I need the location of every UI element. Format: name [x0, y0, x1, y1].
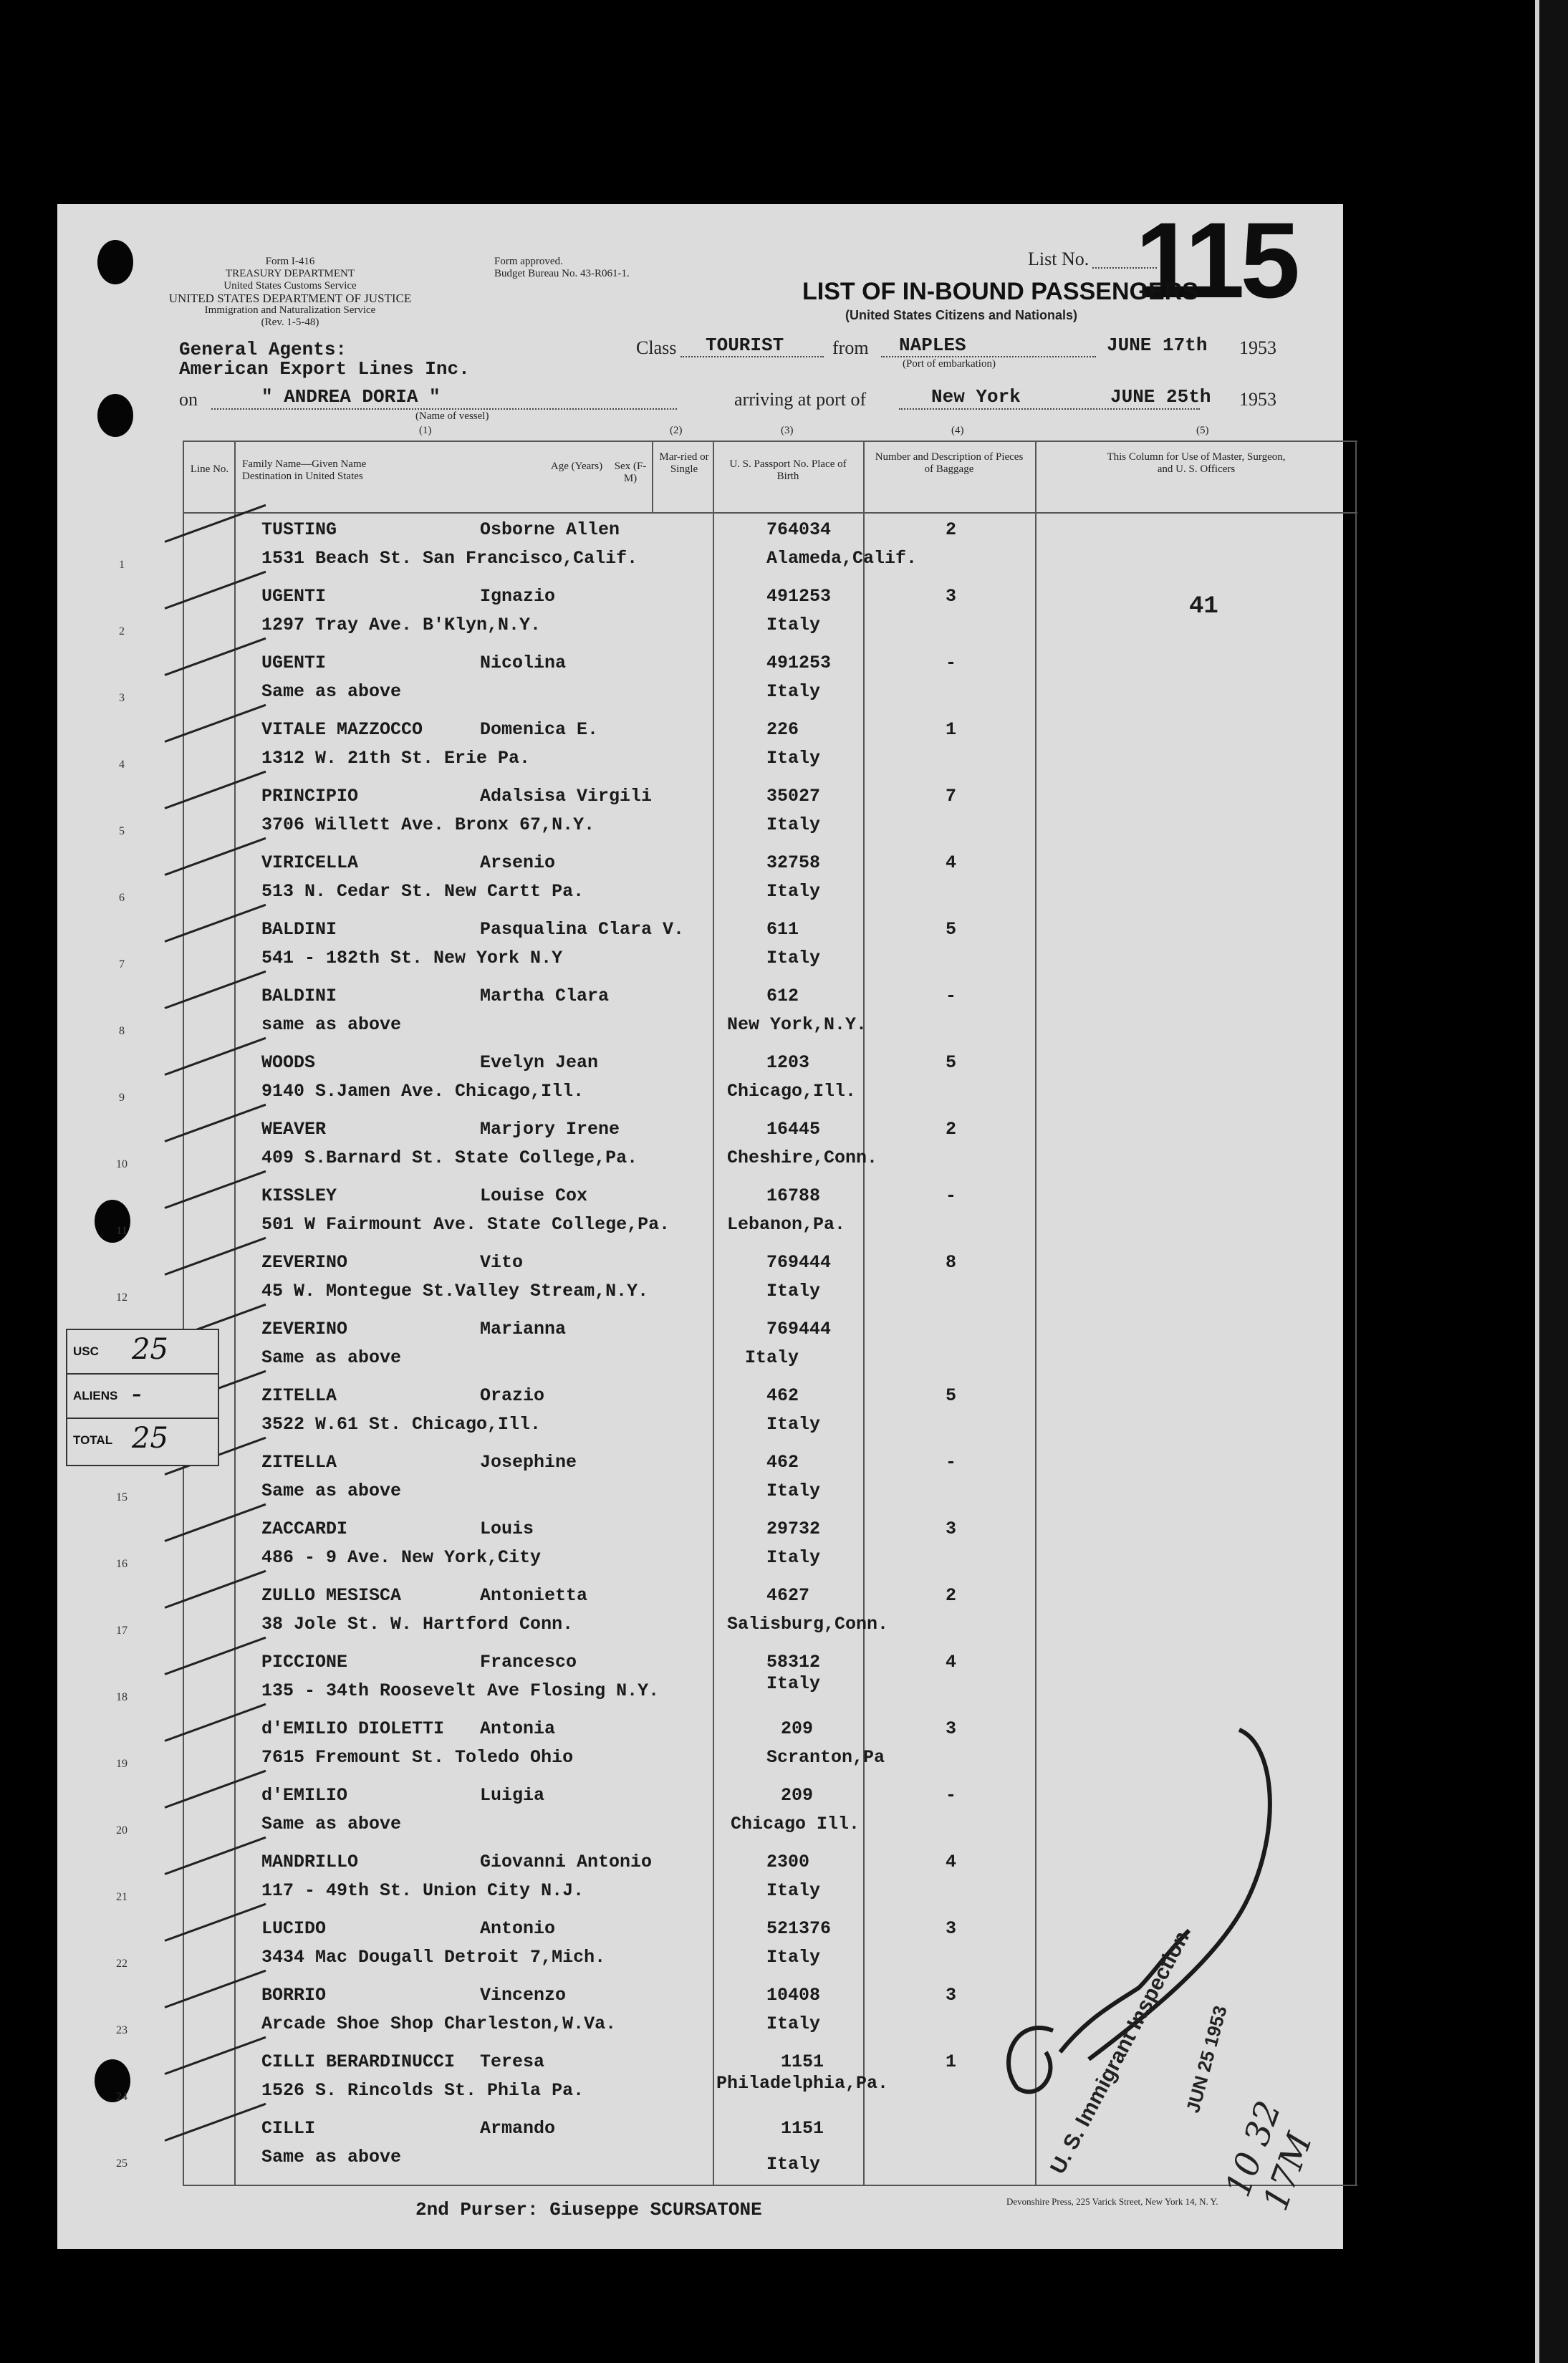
- vessel-caption: (Name of vessel): [415, 410, 489, 422]
- line-number: 17: [116, 1625, 128, 1637]
- baggage-count: -: [946, 986, 957, 1006]
- baggage-count: -: [946, 1185, 957, 1206]
- on-label: on: [179, 389, 198, 410]
- given-name: Josephine: [480, 1452, 577, 1473]
- baggage-count: 2: [946, 519, 957, 540]
- form-number: Form I-416: [265, 256, 315, 267]
- col-header-married: Mar-ried or Single: [659, 451, 709, 475]
- dark-edge-strip: [1535, 0, 1568, 2363]
- baggage-count: 7: [946, 786, 957, 807]
- baggage-count: 1: [946, 719, 957, 740]
- destination: Same as above: [261, 2147, 402, 2167]
- passport-no: 29732: [766, 1519, 821, 1539]
- table-row: [57, 2118, 1343, 2185]
- line-number: 15: [116, 1491, 128, 1503]
- line-number: 9: [119, 1092, 125, 1104]
- line-number: 5: [119, 825, 125, 837]
- column-number: (2): [670, 425, 683, 436]
- destination: 486 - 9 Ave. New York,City: [261, 1547, 542, 1568]
- family-name: CILLI BERARDINUCCI: [261, 2051, 456, 2072]
- class-label: Class: [636, 337, 677, 358]
- given-name: Antonietta: [480, 1585, 588, 1606]
- aliens-value: -: [132, 1377, 142, 1410]
- passport-no: 209: [781, 1785, 814, 1806]
- col-header-sex: Sex (F-M): [614, 461, 647, 484]
- list-no-label: List No.: [1028, 249, 1090, 269]
- baggage-count: 4: [946, 1652, 957, 1673]
- line-number: 23: [116, 2024, 128, 2036]
- line-number: 1: [119, 559, 125, 571]
- destination: 1297 Tray Ave. B'Klyn,N.Y.: [261, 615, 542, 635]
- given-name: Luigia: [480, 1785, 545, 1806]
- column-number: (3): [781, 425, 794, 436]
- passport-no: 1203: [766, 1052, 810, 1073]
- destination: 117 - 49th St. Union City N.J.: [261, 1880, 585, 1901]
- given-name: Teresa: [480, 2051, 545, 2072]
- family-name: TUSTING: [261, 519, 337, 540]
- table-bottom-rule: [183, 2185, 1357, 2186]
- line-number: 10: [116, 1158, 128, 1170]
- manifest-page: [57, 200, 1343, 2249]
- baggage-count: -: [946, 1785, 957, 1806]
- agent-name: American Export Lines Inc.: [179, 358, 470, 380]
- total-value: 25: [132, 1422, 168, 1455]
- passport-no: 612: [766, 986, 799, 1006]
- family-name: PRINCIPIO: [261, 786, 359, 807]
- usc-label: USC: [73, 1344, 99, 1358]
- family-name: ZITELLA: [261, 1452, 337, 1473]
- family-name: PICCIONE: [261, 1652, 348, 1673]
- given-name: Adalsisa Virgili: [480, 786, 653, 807]
- line-number: 8: [119, 1025, 125, 1037]
- departure-year: 1953: [1239, 337, 1276, 358]
- given-name: Vincenzo: [480, 1985, 567, 2006]
- total-count-box: [66, 1418, 219, 1466]
- destination: 45 W. Montegue St.Valley Stream,N.Y.: [261, 1281, 649, 1301]
- customs-service: United States Customs Service: [223, 280, 357, 292]
- passport-no: 764034: [766, 519, 832, 540]
- destination: Same as above: [261, 681, 402, 702]
- passport-no: 16445: [766, 1119, 821, 1140]
- given-name: Armando: [480, 2118, 556, 2139]
- aliens-count-box: [66, 1373, 219, 1422]
- place-of-birth: New York,N.Y.: [727, 1014, 867, 1035]
- departure-date: JUNE 17th: [1107, 335, 1208, 356]
- given-name: Giovanni Antonio: [480, 1852, 653, 1872]
- given-name: Osborne Allen: [480, 519, 620, 540]
- place-of-birth: Italy: [766, 1673, 821, 1694]
- family-name: BALDINI: [261, 919, 337, 940]
- family-name: UGENTI: [261, 586, 327, 607]
- family-name: d'EMILIO: [261, 1785, 348, 1806]
- given-name: Nicolina: [480, 653, 567, 673]
- passport-no: 58312: [766, 1652, 821, 1673]
- officer-note: 41: [1189, 593, 1218, 620]
- inspector-signature: [974, 1715, 1347, 2102]
- destination: Same as above: [261, 1814, 402, 1834]
- place-of-birth: Italy: [766, 2013, 821, 2034]
- place-of-birth: Italy: [766, 881, 821, 902]
- destination: Arcade Shoe Shop Charleston,W.Va.: [261, 2013, 617, 2034]
- total-label: TOTAL: [73, 1433, 113, 1447]
- passport-no: 462: [766, 1452, 799, 1473]
- given-name: Antonia: [480, 1718, 556, 1739]
- given-name: Pasqualina Clara V.: [480, 919, 685, 940]
- passport-no: 611: [766, 919, 799, 940]
- given-name: Francesco: [480, 1652, 577, 1673]
- baggage-count: 5: [946, 1385, 957, 1406]
- passport-no: 32758: [766, 852, 821, 873]
- line-number: 25: [116, 2157, 128, 2170]
- col-header-age: Age (Years): [550, 461, 603, 472]
- baggage-count: 4: [946, 1852, 957, 1872]
- place-of-birth: Italy: [766, 1281, 821, 1301]
- family-name: VITALE MAZZOCCO: [261, 719, 423, 740]
- line-number: 7: [119, 958, 125, 971]
- destination: 3706 Willett Ave. Bronx 67,N.Y.: [261, 814, 595, 835]
- passport-no: 35027: [766, 786, 821, 807]
- column-number: (4): [951, 425, 964, 436]
- col-divider: [652, 441, 653, 512]
- destination: 1312 W. 21th St. Erie Pa.: [261, 748, 531, 769]
- place-of-birth: Salisburg,Conn.: [727, 1614, 889, 1635]
- passport-no: 769444: [766, 1252, 832, 1273]
- line-number: 3: [119, 692, 125, 704]
- purser-signature-line: 2nd Purser: Giuseppe SCURSATONE: [415, 2199, 762, 2220]
- line-number: 20: [116, 1824, 128, 1837]
- given-name: Orazio: [480, 1385, 545, 1406]
- destination: 38 Jole St. W. Hartford Conn.: [261, 1614, 574, 1635]
- passport-no: 462: [766, 1385, 799, 1406]
- baggage-count: 2: [946, 1585, 957, 1606]
- family-name: KISSLEY: [261, 1185, 337, 1206]
- family-name: ZEVERINO: [261, 1319, 348, 1339]
- family-name: VIRICELLA: [261, 852, 359, 873]
- column-number: (5): [1196, 425, 1209, 436]
- immigration-service: Immigration and Naturalization Service: [204, 304, 376, 316]
- line-number: 4: [119, 759, 125, 771]
- line-number: 24: [116, 2091, 128, 2103]
- destination: 501 W Fairmount Ave. State College,Pa.: [261, 1214, 670, 1235]
- punch-hole: [97, 394, 133, 437]
- table-right-rule: [1355, 441, 1357, 2186]
- family-name: BORRIO: [261, 1985, 327, 2006]
- col-header-name: Family Name—Given Name: [242, 458, 367, 470]
- immigration-inspection-stamp: U. S. Immigrant Inspection: [1046, 1927, 1194, 2178]
- destination: 409 S.Barnard St. State College,Pa.: [261, 1147, 638, 1168]
- baggage-count: -: [946, 653, 957, 673]
- passport-no: 1151: [781, 2051, 824, 2072]
- from-blank: [881, 356, 1096, 357]
- line-number: 11: [116, 1225, 128, 1237]
- line-number: 12: [116, 1291, 128, 1304]
- arrival-port-blank: [899, 408, 1200, 410]
- baggage-count: 3: [946, 1519, 957, 1539]
- baggage-count: 3: [946, 1918, 957, 1939]
- document-title: LIST OF IN-BOUND PASSENGERS: [802, 278, 1198, 305]
- given-name: Domenica E.: [480, 719, 599, 740]
- document-subtitle: (United States Citizens and Nationals): [845, 308, 1078, 322]
- destination: 513 N. Cedar St. New Cartt Pa.: [261, 881, 585, 902]
- family-name: ZACCARDI: [261, 1519, 348, 1539]
- place-of-birth: Italy: [766, 1947, 821, 1968]
- col-header-line-no: Line No.: [190, 463, 229, 475]
- baggage-count: 2: [946, 1119, 957, 1140]
- given-name: Ignazio: [480, 586, 556, 607]
- place-of-birth: Lebanon,Pa.: [727, 1214, 846, 1235]
- given-name: Martha Clara: [480, 986, 610, 1006]
- place-of-birth: Italy: [766, 615, 821, 635]
- destination: Same as above: [261, 1347, 402, 1368]
- place-of-birth: Italy: [766, 1547, 821, 1568]
- check-mark: [164, 504, 266, 543]
- place-of-birth: Chicago,Ill.: [727, 1081, 857, 1102]
- passport-no: 2300: [766, 1852, 810, 1872]
- usc-value: 25: [132, 1333, 168, 1366]
- place-of-birth: Italy: [766, 681, 821, 702]
- arrival-date: JUNE 25th: [1110, 386, 1211, 408]
- class-value: TOURIST: [706, 335, 784, 356]
- inspection-date-stamp: JUN 25 1953: [1182, 2003, 1231, 2115]
- given-name: Arsenio: [480, 852, 556, 873]
- col-header-passport: U. S. Passport No. Place of Birth: [729, 458, 847, 482]
- place-of-birth: Italy: [766, 748, 821, 769]
- arrival-port: New York: [931, 386, 1021, 408]
- arrival-year: 1953: [1239, 389, 1276, 410]
- general-agents: General Agents:: [179, 339, 347, 360]
- family-name: ZEVERINO: [261, 1252, 348, 1273]
- destination: 1526 S. Rincolds St. Phila Pa.: [261, 2080, 585, 2101]
- baggage-count: 5: [946, 919, 957, 940]
- place-of-birth: Cheshire,Conn.: [727, 1147, 878, 1168]
- form-revision: (Rev. 1-5-48): [261, 317, 319, 328]
- vessel-blank: [211, 408, 677, 410]
- line-number: 6: [119, 892, 125, 904]
- family-name: CILLI: [261, 2118, 316, 2139]
- passport-no: 226: [766, 719, 799, 740]
- arriving-label: arriving at port of: [734, 389, 867, 410]
- family-name: LUCIDO: [261, 1918, 327, 1939]
- place-of-birth: Chicago Ill.: [731, 1814, 860, 1834]
- column-number: (1): [419, 425, 432, 436]
- port-of-embarkation: NAPLES: [899, 335, 966, 356]
- place-of-birth: Scranton,Pa: [766, 1747, 885, 1768]
- destination: 1531 Beach St. San Francisco,Calif.: [261, 548, 638, 569]
- passport-no: 1151: [781, 2118, 824, 2139]
- destination: 3522 W.61 St. Chicago,Ill.: [261, 1414, 542, 1435]
- given-name: Antonio: [480, 1918, 556, 1939]
- baggage-count: 3: [946, 586, 957, 607]
- from-label: from: [832, 337, 869, 358]
- passport-no: 491253: [766, 653, 832, 673]
- destination: 541 - 182th St. New York N.Y: [261, 948, 563, 968]
- place-of-birth: Italy: [766, 814, 821, 835]
- form-approval: [494, 256, 630, 280]
- place-of-birth: Italy: [766, 1880, 821, 1901]
- place-of-birth: Italy: [766, 948, 821, 968]
- passport-no: 10408: [766, 1985, 821, 2006]
- given-name: Vito: [480, 1252, 524, 1273]
- place-of-birth: Italy: [745, 1347, 799, 1368]
- family-name: d'EMILIO DIOLETTI: [261, 1718, 445, 1739]
- given-name: Marjory Irene: [480, 1119, 620, 1140]
- family-name: ZULLO MESISCA: [261, 1585, 402, 1606]
- list-number: 115: [1135, 200, 1296, 320]
- destination: 3434 Mac Dougall Detroit 7,Mich.: [261, 1947, 606, 1968]
- punch-hole: [97, 240, 133, 284]
- family-name: UGENTI: [261, 653, 327, 673]
- passport-no: 16788: [766, 1185, 821, 1206]
- passport-no: 769444: [766, 1319, 832, 1339]
- family-name: ZITELLA: [261, 1385, 337, 1406]
- baggage-count: 5: [946, 1052, 957, 1073]
- place-of-birth: Alameda,Calif.: [766, 548, 918, 569]
- class-blank: [680, 356, 824, 357]
- line-number: 2: [119, 625, 125, 637]
- col-header-baggage: Number and Description of Pieces of Baggage: [875, 451, 1024, 475]
- handwritten-note: 10 32 17M: [1218, 2095, 1320, 2216]
- place-of-birth: Italy: [766, 1481, 821, 1501]
- passport-no: 4627: [766, 1585, 810, 1606]
- baggage-count: 4: [946, 852, 957, 873]
- family-name: MANDRILLO: [261, 1852, 359, 1872]
- place-of-birth: Italy: [766, 2154, 821, 2175]
- treasury-department: TREASURY DEPARTMENT: [225, 268, 355, 279]
- usc-count-box: [66, 1329, 219, 1377]
- budget-bureau-line: Budget Bureau No. 43-R061-1.: [494, 268, 630, 279]
- destination: 135 - 34th Roosevelt Ave Flosing N.Y.: [261, 1680, 660, 1701]
- col-header-destination: Destination in United States: [242, 471, 363, 482]
- given-name: Evelyn Jean: [480, 1052, 599, 1073]
- passport-no: 521376: [766, 1918, 832, 1939]
- approval-line: Form approved.: [494, 256, 563, 267]
- place-of-birth: Philadelphia,Pa.: [716, 2073, 889, 2094]
- destination: 7615 Fremount St. Toledo Ohio: [261, 1747, 574, 1768]
- destination: 9140 S.Jamen Ave. Chicago,Ill.: [261, 1081, 585, 1102]
- line-number: 19: [116, 1758, 128, 1770]
- printer-imprint: Devonshire Press, 225 Varick Street, New York 14, N. Y.: [1006, 2196, 1218, 2207]
- col-header-officers: This Column for Use of Master, Surgeon, and U. S. Officers: [1107, 451, 1286, 475]
- form-department-block: [165, 256, 415, 329]
- passport-no: 491253: [766, 586, 832, 607]
- line-number: 18: [116, 1691, 128, 1703]
- given-name: Louis: [480, 1519, 534, 1539]
- line-number: 16: [116, 1558, 128, 1570]
- justice-department: UNITED STATES DEPARTMENT OF JUSTICE: [168, 292, 412, 305]
- aliens-label: ALIENS: [73, 1389, 118, 1402]
- baggage-count: -: [946, 1452, 957, 1473]
- line-number: 21: [116, 1891, 128, 1903]
- destination: Same as above: [261, 1481, 402, 1501]
- destination: same as above: [261, 1014, 402, 1035]
- given-name: Marianna: [480, 1319, 567, 1339]
- place-of-birth: Italy: [766, 1414, 821, 1435]
- baggage-count: 1: [946, 2051, 957, 2072]
- given-name: Louise Cox: [480, 1185, 588, 1206]
- family-name: WEAVER: [261, 1119, 327, 1140]
- family-name: WOODS: [261, 1052, 316, 1073]
- line-number: 22: [116, 1958, 128, 1970]
- port-embark-caption: (Port of embarkation): [903, 358, 996, 370]
- table-header-rule: [183, 512, 1357, 514]
- table-top-rule: [183, 441, 1357, 442]
- baggage-count: 8: [946, 1252, 957, 1273]
- passport-no: 209: [781, 1718, 814, 1739]
- vessel-name: " ANDREA DORIA ": [261, 386, 441, 408]
- baggage-count: 3: [946, 1718, 957, 1739]
- family-name: BALDINI: [261, 986, 337, 1006]
- baggage-count: 3: [946, 1985, 957, 2006]
